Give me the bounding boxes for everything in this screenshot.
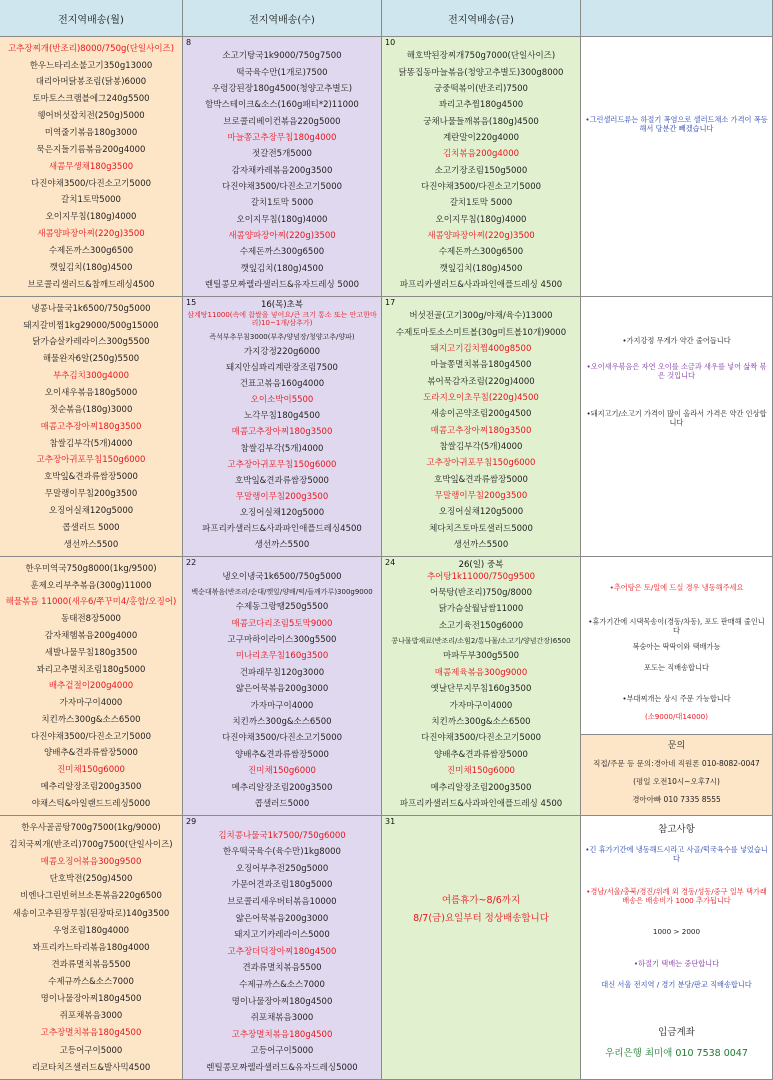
note-text: 복숭아는 딱딱이와 택배가능 — [632, 642, 721, 652]
menu-item: 훈제오리부추볶음(300g)11000 — [30, 580, 152, 591]
menu-item: 고등어구이5000 — [250, 1046, 314, 1057]
menu-item: 무말랭이무침200g3500 — [235, 491, 329, 502]
menu-item: 고추장아귀포무침150g6000 — [426, 458, 536, 469]
menu-item: 다진야채3500/다진소고기5000 — [30, 178, 152, 189]
menu-item: 가자마구이4000 — [59, 698, 123, 709]
menu-item: 마파두부300g5500 — [442, 651, 520, 662]
menu-item: 호박잎&견과류쌈장5000 — [434, 474, 528, 485]
menu-item: 소고기육전150g6000 — [438, 620, 524, 631]
menu-item: 다진야채3500/다진소고기5000 — [221, 182, 343, 193]
menu-item: 수제돈까스300g6500 — [239, 247, 325, 258]
note-text: •경남/서울/충북/경진/위례 외 경동/성동/중구 일부 택가래배송은 배송비가 1000 추가됩니다 — [586, 887, 767, 906]
note-text: 1000 > 2000 — [652, 926, 701, 936]
menu-list — [382, 309, 580, 554]
column-header — [0, 0, 183, 37]
note-text: 포도는 직배송합니다 — [644, 663, 709, 673]
menu-item: 즉석부추무침3000(부추/양념장/청양고추/양파) — [209, 332, 355, 341]
menu-item: 메추리알장조림200g3500 — [430, 782, 532, 793]
column-header-label: 전지역배송(금) — [448, 14, 514, 26]
day-cell — [0, 816, 183, 1080]
menu-item: 새송이곤약조림200g4500 — [430, 409, 532, 420]
menu-item: 매콤오징어볶음300g9500 — [40, 857, 142, 868]
menu-item: 한우떡국육수(육수만)1kg8000 — [223, 847, 341, 858]
day-label: 26(일) 중복 — [458, 560, 504, 570]
column-header — [183, 0, 382, 37]
menu-item: 브로콜리샐러드&참깨드레싱4500 — [27, 279, 155, 290]
menu-item: 참쌀김부각(5개)4000 — [439, 442, 523, 453]
menu-item: 새콤무생채180g3500 — [48, 161, 134, 172]
menu-item: 단호박전(250g)4500 — [49, 874, 133, 885]
menu-item: 명이나물장아찌180g4500 — [40, 994, 142, 1005]
menu-item: 토마토스크램블에그240g5500 — [32, 94, 150, 105]
menu-item: 치킨까스300g&소스6500 — [431, 717, 531, 728]
menu-item: 매콤코다리조림5토막9000 — [231, 618, 333, 629]
menu-item: 메추리알장조림200g3500 — [40, 782, 142, 793]
contact-line: 경아아빠 010 7335 8555 — [632, 795, 721, 804]
menu-item: 궁중떡볶이(반조리)7500 — [434, 84, 528, 95]
menu-item: 추어탕1k11000/750g9500 — [426, 571, 536, 582]
menu-item: 수제돈까스300g6500 — [438, 247, 524, 258]
menu-item: 브로콜리베이컨볶음220g5000 — [223, 116, 341, 127]
note-text: •부대찌개는 상시 주문 가능합니다 — [622, 694, 731, 704]
menu-item: 한우느타리소불고기350g13000 — [29, 60, 153, 71]
day-cell — [183, 816, 382, 1080]
menu-item: 얇은어묵볶음200g3000 — [235, 684, 329, 695]
menu-item: 매콤고추장아찌180g3500 — [430, 425, 532, 436]
day-cell — [0, 37, 183, 297]
menu-item: 해물볶음 11000(새우6/쭈꾸미4/홍합/오징어) — [5, 597, 177, 608]
menu-item: 꽈프리카느타리볶음180g4000 — [32, 942, 150, 953]
note-text: •돼지고기/소고기 가격이 많이 올라서 가격은 약간 인상합니다 — [586, 408, 767, 427]
menu-item: 가지강정220g6000 — [243, 346, 321, 357]
contact-box — [581, 734, 772, 815]
vacation-notice: 여름휴가~8/6까지 — [441, 895, 521, 907]
menu-item: 다진야채3500/다진소고기5000 — [420, 733, 542, 744]
menu-list — [382, 569, 580, 813]
menu-item: 치킨까스300g&소스6500 — [41, 714, 141, 725]
menu-item: 감자채햄볶음200g4000 — [44, 630, 138, 641]
note-text: 참고사항 — [658, 823, 695, 835]
menu-item: 새콤양파장아찌(220g)3500 — [427, 231, 535, 242]
menu-item: 고추장멸치볶음180g4500 — [40, 1028, 142, 1039]
day-number: 17 — [385, 298, 396, 307]
menu-item: 궁채나물들깨볶음(180g)4500 — [423, 116, 539, 127]
menu-item: 수제규까스&소스7000 — [48, 977, 134, 988]
menu-item: 미역줄기볶음180g3000 — [44, 128, 138, 139]
menu-item: 돼지갈비찜1kg29000/500g15000 — [23, 320, 159, 331]
day-cell — [382, 816, 581, 1080]
menu-item: 갈치1토막 5000 — [250, 198, 314, 209]
menu-item: 웽어버섯잡치전(250g)5000 — [37, 111, 145, 122]
menu-item: 메추리알장조림200g3500 — [231, 782, 333, 793]
menu-item: 소고기장조림150g5000 — [434, 165, 528, 176]
menu-item: 오이지무침(180g)4000 — [236, 214, 328, 225]
day-number: 8 — [186, 38, 192, 47]
notes-cell — [581, 816, 773, 1080]
column-header — [581, 0, 773, 37]
menu-list — [183, 828, 381, 1077]
menu-item: 렌틸콩모짜렐라샐러드&유자드레싱 5000 — [204, 280, 360, 291]
menu-item: 파프리카샐러드&사과파인애플드레싱4500 — [202, 524, 362, 535]
note-text: 입금계좌 — [658, 1027, 695, 1039]
menu-item: 돼지고기김치찜400g8500 — [430, 344, 532, 355]
menu-item: 생선까스5500 — [254, 540, 310, 551]
notes-cell — [581, 37, 773, 297]
menu-item: 매콤고추장아찌180g3500 — [40, 421, 142, 432]
menu-item: 견과류멸치볶음5500 — [242, 963, 322, 974]
day-label: 16(목)초복 — [260, 300, 304, 310]
menu-item: 콥샐러드5000 — [254, 798, 310, 809]
day-cell — [183, 557, 382, 816]
column-header — [382, 0, 581, 37]
menu-item: 건표고볶음160g4000 — [239, 379, 325, 390]
menu-item: 옛날단무지무침160g3500 — [430, 684, 532, 695]
menu-item: 젓순볶음(180g)3000 — [49, 404, 133, 415]
menu-item: 파프리카샐러드&사과파인애플드레싱 4500 — [399, 280, 563, 291]
menu-item: 새콤양파장아찌(220g)3500 — [37, 229, 145, 240]
menu-item: 깻잎김치(180g)4500 — [49, 262, 133, 273]
day-cell — [382, 557, 581, 816]
menu-item: 참쌀김부각(5개)4000 — [240, 443, 324, 454]
menu-item: 냉오이냉국1k6500/750g5000 — [222, 571, 342, 582]
notes-cell — [581, 557, 773, 816]
menu-item: 오이지무침(180g)4000 — [435, 214, 527, 225]
menu-item: 해호박된장찌개750g7000(단일사이즈) — [406, 51, 556, 62]
menu-item: 매콤제육볶음300g9000 — [434, 667, 528, 678]
menu-item: 오이지무침(180g)4000 — [45, 212, 137, 223]
menu-item: 닭가슴살카레라이스300g5500 — [32, 337, 150, 348]
menu-item: 양배추&견과류쌈장5000 — [434, 749, 528, 760]
menu-item: 매콤고추장아찌180g3500 — [231, 427, 333, 438]
menu-item: 수제토마토소스미트볼(30g미트볼10개)9000 — [395, 327, 567, 338]
note-text: •하절기 택배는 중단합니다 — [633, 958, 720, 968]
menu-item: 한우미역국750g8000(1kg/9500) — [25, 563, 157, 574]
menu-item: 수제규까스&소스7000 — [239, 979, 325, 990]
menu-item: 어묵탕(반조리)750g/8000 — [429, 587, 532, 598]
menu-item: 부추김치300g4000 — [52, 371, 130, 382]
day-number: 31 — [385, 817, 396, 826]
menu-item: 고추장아귀포무침150g6000 — [36, 455, 146, 466]
menu-item: 계란말이220g4000 — [442, 133, 520, 144]
menu-item: 닭가슴살월남쌈11000 — [438, 604, 524, 615]
menu-item: 꽈리고추찜180g4500 — [438, 100, 524, 111]
menu-list — [183, 49, 381, 294]
menu-item: 우렁강된장180g4500(청양고추별도) — [211, 84, 353, 95]
menu-item: 파프리카샐러드&사과파인애플드레싱 4500 — [399, 798, 563, 809]
menu-item: 김치볶음200g4000 — [442, 149, 520, 160]
menu-item: 진미채150g6000 — [447, 766, 515, 777]
menu-item: 쥐포채볶음3000 — [59, 1011, 123, 1022]
menu-item: 견과류멸치볶음5500 — [51, 959, 131, 970]
menu-item: 야채스틱&아일랜드드레싱5000 — [31, 798, 151, 809]
menu-item: 해물완자6알(250g)5500 — [42, 354, 140, 365]
menu-item: 새콤양파장아찌(220g)3500 — [228, 231, 336, 242]
menu-item: 깻잎김치(180g)4500 — [439, 263, 523, 274]
menu-item: 오이새우볶음180g5000 — [44, 388, 138, 399]
note-text: 우리은행 최미애 010 7538 0047 — [605, 1048, 748, 1060]
note-text: •오이새우볶음은 자연 오이를 소금과 새우를 넣어 삶짝 볶은 것입니다 — [586, 362, 767, 380]
menu-item: 도라지오이초무침(220g)4500 — [423, 393, 539, 404]
menu-list — [183, 309, 381, 554]
menu-item: 오징어실채120g5000 — [48, 506, 134, 517]
menu-item: 비엔나그린빈허브소톤볶음220g6500 — [20, 891, 162, 902]
day-cell — [0, 297, 183, 557]
menu-item: 가자마구이4000 — [449, 700, 513, 711]
menu-item: 양배추&견과류쌈장5000 — [235, 749, 329, 760]
menu-item: 세발나물무침180g3500 — [44, 647, 138, 658]
column-header-label: 전지역배송(월) — [58, 14, 124, 26]
menu-item: 콩나물밥재료(반조리/소힘2/통나물/소고기/양념간장)6500 — [391, 637, 571, 646]
menu-item: 미나리초무침160g3500 — [235, 651, 329, 662]
menu-item: 대리아머닭봉조림(닭봉)6000 — [35, 77, 147, 88]
menu-item: 새송이고추된장무침(된장따로)140g3500 — [12, 908, 170, 919]
menu-item: 오징어실채120g5000 — [239, 508, 325, 519]
menu-item: 갈치1토막5000 — [61, 195, 121, 206]
menu-list — [0, 41, 182, 294]
menu-item: 무말랭이무침200g3500 — [44, 489, 138, 500]
menu-item: 고등어구이5000 — [59, 1045, 123, 1056]
day-cell — [0, 557, 183, 816]
menu-item: 묵은지들기름볶음200g4000 — [36, 144, 146, 155]
menu-item: 참쌀김부각(5개)4000 — [49, 438, 133, 449]
menu-item: 쥐포채볶음3000 — [250, 1013, 314, 1024]
menu-item: 렌틸콩모짜렐라샐러드&유자드레싱5000 — [206, 1062, 358, 1073]
menu-item: 명이나물장아찌180g4500 — [231, 996, 333, 1007]
menu-item: 마늘쫑멸치볶음180g4500 — [430, 360, 532, 371]
menu-item: 감자채카레볶음200g3500 — [231, 165, 333, 176]
menu-item: 건파래무침120g3000 — [239, 667, 325, 678]
menu-item: 꽈리고추멸치조림180g5000 — [36, 664, 146, 675]
menu-item: 생선까스5500 — [453, 540, 509, 551]
menu-item: 리코타치즈샐러드&발사믹4500 — [31, 1062, 151, 1073]
day-cell — [382, 297, 581, 557]
notes-cell — [581, 297, 773, 557]
menu-item: 진미채150g6000 — [248, 766, 316, 777]
day-cell — [183, 297, 382, 557]
menu-item: 떡국육수만(1개로)7500 — [236, 67, 328, 78]
note-text: •긴 휴가기간에 냉동해드시라고 사골/떡국육수를 넣었습니다 — [585, 845, 768, 864]
menu-list — [382, 828, 580, 1077]
menu-item: 생선까스5500 — [63, 539, 119, 550]
menu-item: 우엉조림180g4000 — [52, 925, 130, 936]
menu-item: 김치콩나물국1k7500/750g6000 — [218, 830, 346, 841]
menu-item: 다진야채3500/다진소고기5000 — [420, 182, 542, 193]
menu-item: 진미채150g6000 — [57, 765, 125, 776]
menu-item: 젓갈전5개5000 — [252, 149, 312, 160]
menu-item: 오징어부추전250g5000 — [235, 863, 329, 874]
note-text: •가지강정 무게가 약간 줄어듭니다 — [622, 336, 731, 345]
menu-item: 고구마하이라이스300g5500 — [227, 635, 337, 646]
menu-list — [0, 561, 182, 813]
menu-list — [0, 820, 182, 1077]
contact-line: 직접/주문 등 문의:경아네 직원폰 010-8082-0047 — [593, 759, 760, 768]
menu-item: 냉콩나물국1k6500/750g5000 — [31, 303, 151, 314]
note-text: 대신 서울 전지역 / 경기 분당/판교 직배송합니다 — [601, 979, 752, 989]
menu-item: 고추장멸치볶음180g4500 — [231, 1029, 333, 1040]
menu-item: 얇은어묵볶음200g3000 — [235, 913, 329, 924]
menu-item: 수제동그랑땡250g5500 — [235, 602, 329, 613]
menu-item: 호박잎&견과류쌈장5000 — [44, 472, 138, 483]
menu-item: 다진야채3500/다진소고기5000 — [221, 733, 343, 744]
column-header-label: 전지역배송(수) — [249, 14, 315, 26]
menu-item: 호박잎&견과류쌈장5000 — [235, 475, 329, 486]
menu-item: 브로콜리새우버터볶음10000 — [227, 897, 337, 907]
menu-item: 고추장아귀포무침150g6000 — [227, 459, 337, 470]
day-cell — [382, 37, 581, 297]
menu-item: 양배추&견과류쌈장5000 — [44, 748, 138, 759]
menu-item: 노각무침180g4500 — [243, 411, 321, 422]
menu-item: 고추장찌개(반조리)8000/750g(단일사이즈) — [7, 43, 175, 54]
menu-item: 오징어실채120g5000 — [438, 507, 524, 518]
menu-item: 함박스테이크&소스(160g패티*2)11000 — [205, 100, 359, 111]
menu-item: 볶어묵감자조림(220g)4000 — [427, 376, 535, 387]
menu-item: 가자마구이4000 — [250, 700, 314, 711]
menu-list — [382, 49, 580, 294]
menu-item: 배추겉절이200g4000 — [48, 681, 134, 692]
menu-item: 동태전8장5000 — [61, 614, 121, 625]
menu-item: 갈치1토막 5000 — [449, 198, 513, 209]
menu-item: 김치국찌개(반조리)700g7500(단일사이즈) — [9, 840, 173, 851]
menu-item: 다진야채3500/다진소고기5000 — [30, 731, 152, 742]
menu-list — [0, 301, 182, 554]
note-text: •휴가기간에 시댁목송이(경동/차동), 포도 판매해 줄인니다 — [588, 616, 765, 635]
note-text: •그린샐러드류는 하절기 폭염으로 샐러드채소 가격이 폭등해서 당분간 빼겠습니다 — [585, 115, 768, 133]
menu-item: 수제돈까스300g6500 — [48, 246, 134, 257]
menu-item: 오이소박이5500 — [250, 395, 314, 406]
vacation-notice: 8/7(금)요일부터 정상배송합니다 — [413, 913, 549, 925]
day-number: 15 — [186, 298, 197, 307]
note-text: (소9000/대14000) — [644, 712, 709, 722]
menu-item: 깻잎김치(180g)4500 — [240, 263, 324, 274]
menu-item: 돼지고기카레라이스5000 — [234, 930, 330, 941]
menu-list — [183, 569, 381, 813]
menu-item: 무말랭이무침200g3500 — [434, 491, 528, 502]
contact-line: 문의 — [667, 741, 686, 751]
menu-item: 소고기탕국1k9000/750g7500 — [222, 51, 342, 62]
day-number: 10 — [385, 38, 396, 47]
menu-item: 콥샐러드 5000 — [62, 522, 120, 533]
contact-line: (평일 오전10시~오후7시) — [633, 777, 720, 786]
menu-item: 치킨까스300g&소스6500 — [232, 717, 332, 728]
menu-item: 마늘쫑고추장무침180g4000 — [227, 133, 337, 144]
day-number: 24 — [385, 558, 396, 567]
menu-item: 가문어견과조림180g5000 — [231, 880, 333, 891]
menu-item: 체다치즈토마토샐러드5000 — [429, 523, 533, 534]
menu-item: 닭똥집동마늘볶음(청양고추별도)300g8000 — [398, 67, 564, 78]
menu-item: 돼지안심꽈리계란장조림7500 — [226, 363, 338, 374]
day-number: 29 — [186, 817, 197, 826]
note-text: •추어탕은 토/일에 드실 경우 냉동해주세요 — [609, 582, 744, 592]
menu-item: 백순대볶음(반조리/순대/깻잎/양배/떡/들깨가루)300g9000 — [191, 587, 373, 596]
menu-item: 삼계탕11000(속에 찹쌀을 넣어요/큰 크기 통소 또는 안고한마리)10~1개/삼추가) — [187, 311, 377, 327]
menu-item: 버섯전골(고기300g/야채/육수)13000 — [409, 311, 553, 322]
menu-item: 한우사골곰탕700g7500(1kg/9000) — [21, 822, 161, 833]
day-number: 22 — [186, 558, 197, 567]
day-cell — [183, 37, 382, 297]
menu-item: 고추장더덕장아찌180g4500 — [227, 946, 337, 957]
